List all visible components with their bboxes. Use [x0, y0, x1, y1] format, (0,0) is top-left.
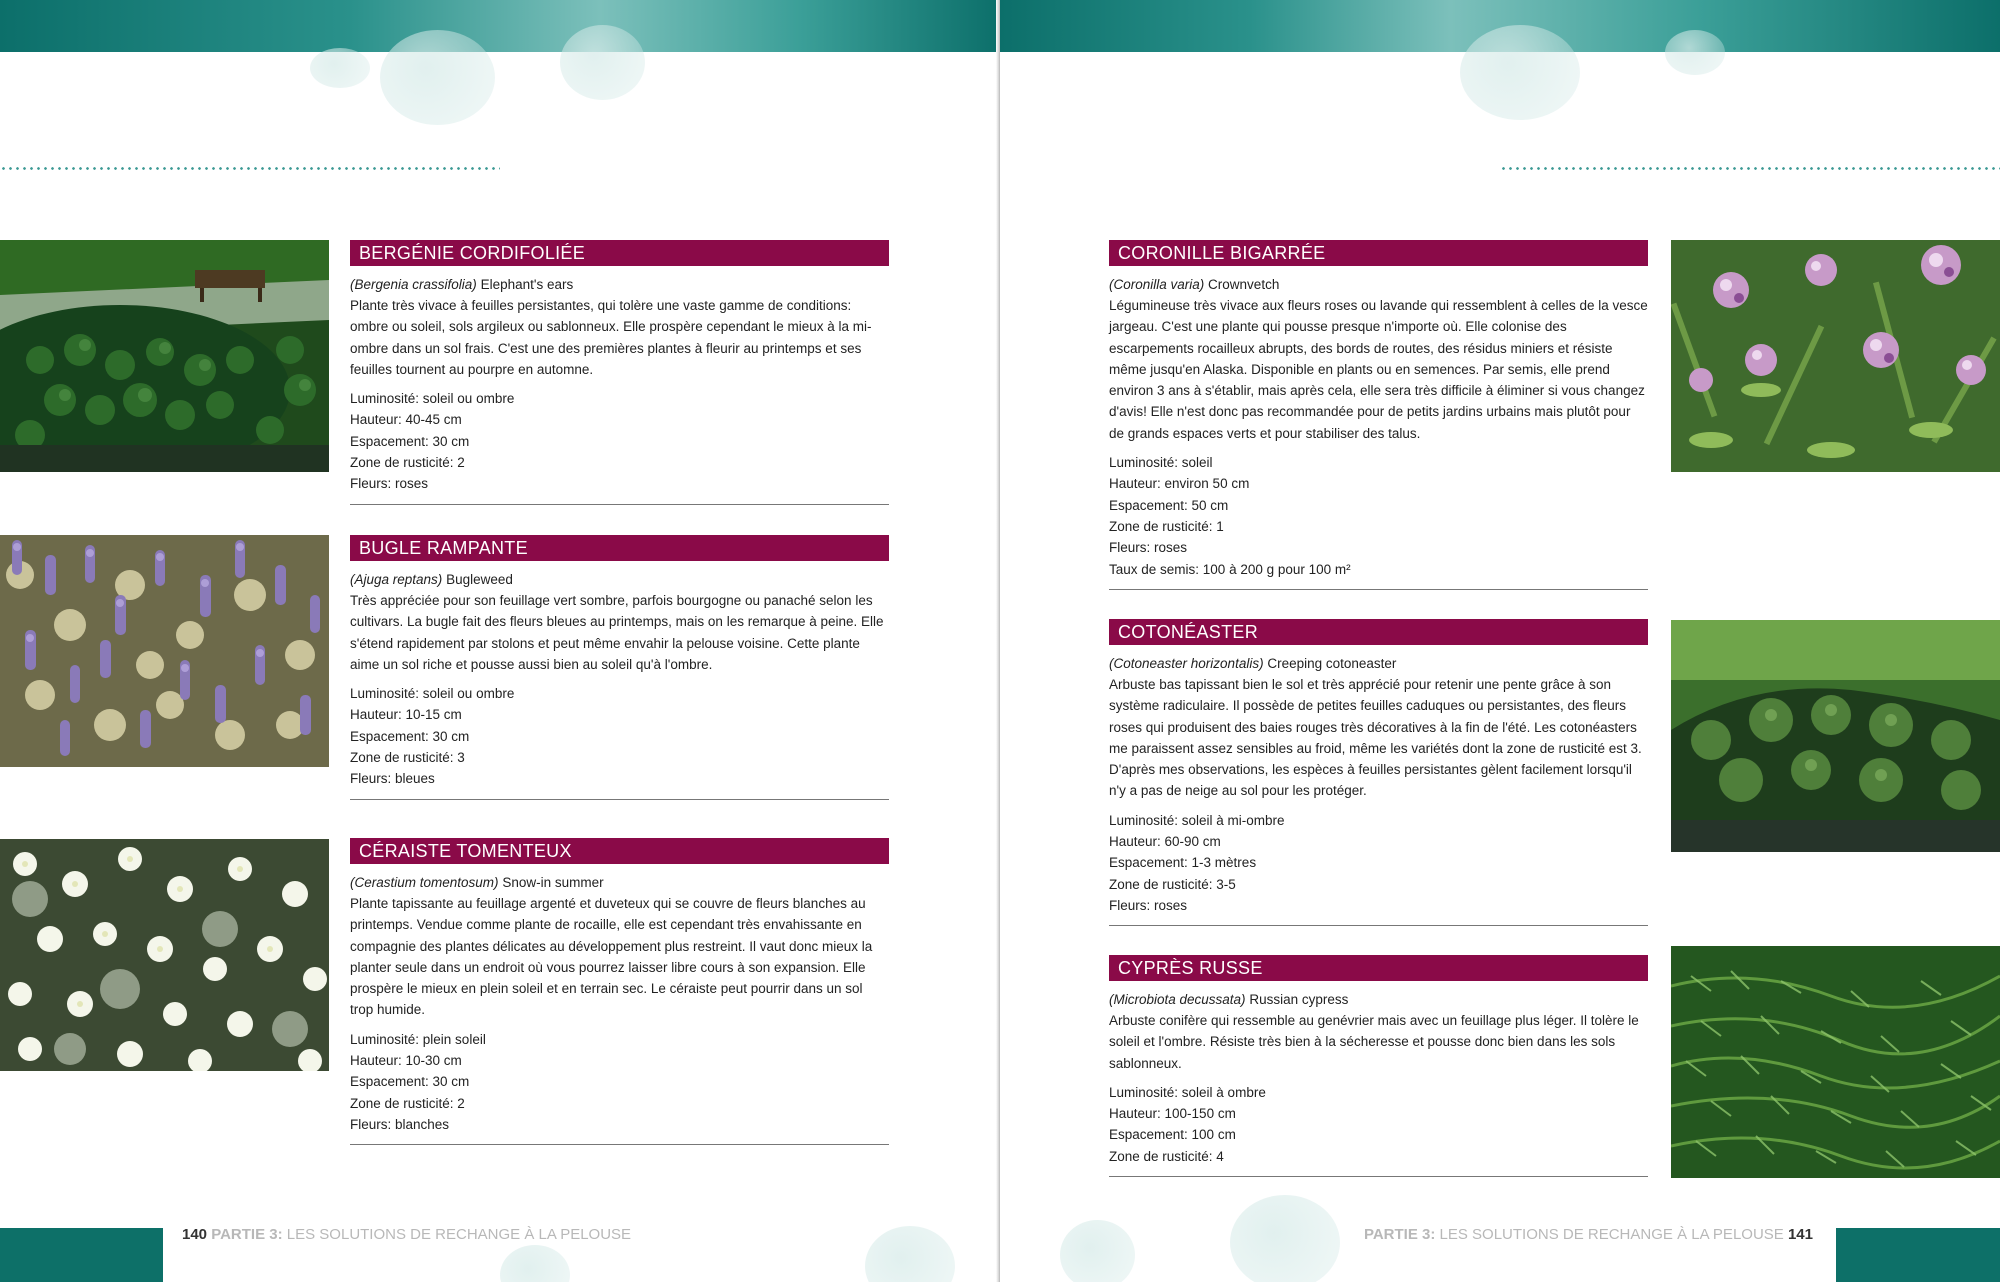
entry-divider: [1109, 1176, 1648, 1177]
spec-line: Espacement: 100 cm: [1109, 1127, 1236, 1143]
spec-line: Zone de rusticité: 3-5: [1109, 876, 1236, 892]
entry-names: [350, 569, 889, 590]
entry-divider: [350, 1144, 889, 1145]
plant-entry-cotoneaster: [1109, 619, 1648, 926]
spec-line: Zone de rusticité: 1: [1109, 518, 1224, 534]
dotted-rule: [0, 167, 500, 170]
spec-line: Luminosité: plein soleil: [350, 1031, 486, 1047]
spec-line: Hauteur: 10-15 cm: [350, 707, 462, 723]
entry-specs: [1109, 1082, 1648, 1167]
entry-specs: [1109, 452, 1648, 580]
entry-description: Plante très vivace à feuilles persistantes, qui tolère une vaste gamme de conditions: ombre ou soleil, sols argileux ou sablonneux. Elle prospère cependant le mieux à la mi-ombre dans un sol frais. C'est une des premières plantes à fleurir au printemps et ses feuilles tournent au pourpre en automne.: [350, 298, 872, 377]
entry-specs: [1109, 810, 1648, 916]
spec-line: Taux de semis: 100 à 200 g pour 100 m²: [1109, 561, 1351, 577]
entry-names: [1109, 653, 1648, 674]
entry-description: Arbuste conifère qui ressemble au genévrier mais avec un feuillage plus léger. Il tolère le soleil et l'ombre. Résiste très bien à la sécheresse et pousse donc bien dans les sols sablonneux.: [1109, 1013, 1639, 1071]
folio: [1364, 1226, 1813, 1243]
spec-line: Fleurs: blanches: [350, 1116, 450, 1132]
latin-name: (Bergenia crassifolia): [350, 277, 477, 292]
decor-bubble: [1230, 1195, 1340, 1282]
entry-title: BERGÉNIE CORDIFOLIÉE: [350, 240, 889, 266]
page-number: 141: [1787, 1226, 1813, 1243]
latin-name: (Coronilla varia): [1109, 277, 1205, 292]
coronilla-photo: [1671, 240, 2000, 472]
latin-name: (Cerastium tomentosum): [350, 875, 499, 890]
plant-entry-ajuga: [350, 535, 889, 800]
entry-specs: [350, 683, 889, 789]
spec-line: Espacement: 50 cm: [1109, 497, 1229, 513]
entry-divider: [350, 799, 889, 800]
spec-line: Espacement: 30 cm: [350, 728, 470, 744]
spec-line: Zone de rusticité: 4: [1109, 1148, 1224, 1164]
running-title: LES SOLUTIONS DE RECHANGE À LA PELOUSE: [286, 1226, 632, 1243]
spec-line: Zone de rusticité: 2: [350, 1095, 465, 1111]
spec-line: Luminosité: soleil ou ombre: [350, 686, 515, 702]
plant-entry-microbiota: [1109, 955, 1648, 1177]
decor-bubble: [380, 30, 495, 125]
common-name: Elephant's ears: [480, 277, 574, 292]
spec-line: Espacement: 30 cm: [350, 1074, 470, 1090]
footer-band: [1836, 1228, 2000, 1282]
footer-band: [0, 1228, 163, 1282]
spec-line: Fleurs: roses: [1109, 897, 1188, 913]
decor-bubble: [1460, 25, 1580, 120]
entry-names: [1109, 274, 1648, 295]
running-part: PARTIE 3:: [1363, 1226, 1436, 1243]
latin-name: (Cotoneaster horizontalis): [1109, 656, 1264, 671]
common-name: Snow-in summer: [502, 875, 604, 890]
common-name: Creeping cotoneaster: [1267, 656, 1397, 671]
microbiota-photo: [1671, 946, 2000, 1178]
cotoneaster-photo: [1671, 620, 2000, 852]
running-part: PARTIE 3:: [211, 1226, 283, 1243]
spec-line: Luminosité: soleil à mi-ombre: [1109, 812, 1285, 828]
entry-description: Plante tapissante au feuillage argenté et duveteux qui se couvre de fleurs blanches au printemps. Vendue comme plante de rocaille, elle est cependant très envahissante en compagnie des plantes délicates au développement plus restreint. Il vaut donc mieux la planter seule dans un endroit où vous pourrez laisser libre cours à son expansion. Elle prospère le mieux en plein soleil et en terrain sec. Le céraiste peut pourrir dans un sol trop humide.: [350, 896, 873, 1018]
entry-title: COTONÉASTER: [1109, 619, 1648, 645]
cerastium-photo: [0, 839, 329, 1071]
latin-name: (Ajuga reptans): [350, 572, 443, 587]
spec-line: Espacement: 1-3 mètres: [1109, 855, 1257, 871]
common-name: Bugleweed: [446, 572, 513, 587]
entry-divider: [1109, 589, 1648, 590]
bergenia-photo: [0, 240, 329, 472]
entry-specs: [350, 388, 889, 494]
spec-line: Hauteur: environ 50 cm: [1109, 476, 1250, 492]
spec-line: Hauteur: 100-150 cm: [1109, 1106, 1236, 1122]
entry-title: CYPRÈS RUSSE: [1109, 955, 1648, 981]
ajuga-photo: [0, 535, 329, 767]
entry-divider: [1109, 925, 1648, 926]
top-band: [0, 0, 1000, 52]
entry-names: [1109, 989, 1648, 1010]
entry-description: Très appréciée pour son feuillage vert sombre, parfois bourgogne ou panaché selon les cultivars. La bugle fait des fleurs bleues au printemps, mais on les remarque à peine. Elle s'étend rapidement par stolons et peut même envahir la pelouse voisine. Cette plante aime un sol riche et pousse aussi bien au soleil qu'à l'ombre.: [350, 593, 884, 672]
spec-line: Zone de rusticité: 3: [350, 750, 465, 766]
decor-bubble: [500, 1245, 570, 1282]
running-title: LES SOLUTIONS DE RECHANGE À LA PELOUSE: [1439, 1226, 1784, 1243]
spec-line: Zone de rusticité: 2: [350, 455, 465, 471]
folio: [182, 1226, 631, 1243]
spec-line: Luminosité: soleil ou ombre: [350, 391, 515, 407]
entry-divider: [350, 504, 889, 505]
entry-names: [350, 274, 889, 295]
entry-title: CÉRAISTE TOMENTEUX: [350, 838, 889, 864]
spec-line: Fleurs: roses: [1109, 540, 1188, 556]
right-page: [1000, 0, 2000, 1282]
spec-line: Espacement: 30 cm: [350, 433, 470, 449]
decor-bubble: [865, 1226, 955, 1282]
spec-line: Fleurs: bleues: [350, 771, 435, 787]
decor-bubble: [1060, 1220, 1135, 1282]
entry-description: Légumineuse très vivace aux fleurs roses ou lavande qui ressemblent à celles de la vesce jargeau. C'est une plante qui pousse presque n'importe où. Elle colonise des escarpements rocailleux abrupts, des bords de routes, des résidus miniers et résiste même jusqu'en Alaska. Disponible en plants ou en semences. Par semis, elle prend environ 3 ans à s'établir, mais après cela, elle sera très difficile à éliminer si vous changez d'avis! Elle n'est donc pas recommandée pour de petits jardins urbains mais plutôt pour de grands espaces verts et pour stabiliser des talus.: [1109, 298, 1648, 441]
spec-line: Luminosité: soleil à ombre: [1109, 1084, 1266, 1100]
plant-entry-bergenia: [350, 240, 889, 505]
spec-line: Fleurs: roses: [350, 476, 429, 492]
page-number: 140: [182, 1226, 208, 1243]
spec-line: Hauteur: 60-90 cm: [1109, 834, 1221, 850]
dotted-rule: [1500, 167, 2000, 170]
spec-line: Hauteur: 40-45 cm: [350, 412, 462, 428]
decor-bubble: [310, 48, 370, 88]
entry-title: CORONILLE BIGARRÉE: [1109, 240, 1648, 266]
plant-entry-coronilla: [1109, 240, 1648, 590]
entry-specs: [350, 1029, 889, 1135]
entry-title: BUGLE RAMPANTE: [350, 535, 889, 561]
entry-names: [350, 872, 889, 893]
common-name: Crownvetch: [1208, 277, 1280, 292]
latin-name: (Microbiota decussata): [1109, 992, 1246, 1007]
decor-bubble: [1665, 30, 1725, 75]
entry-description: Arbuste bas tapissant bien le sol et très apprécié pour retenir une pente grâce à son système radiculaire. Il possède de petites feuilles caduques ou persistantes, des fleurs roses qui produisent des baies rouges très décoratives à la fin de l'été. Les cotonéasters me paraissent assez sensibles au froid, même les variétés dont la zone de rusticité est 3. D'après mes observations, les espèces à feuilles persistantes gèlent facilement lorsqu'il n'y a pas de neige au sol pour les protéger.: [1109, 677, 1642, 799]
common-name: Russian cypress: [1249, 992, 1349, 1007]
decor-bubble: [560, 25, 645, 100]
spec-line: Luminosité: soleil: [1109, 455, 1213, 471]
plant-entry-cerastium: [350, 838, 889, 1145]
spec-line: Hauteur: 10-30 cm: [350, 1053, 462, 1069]
